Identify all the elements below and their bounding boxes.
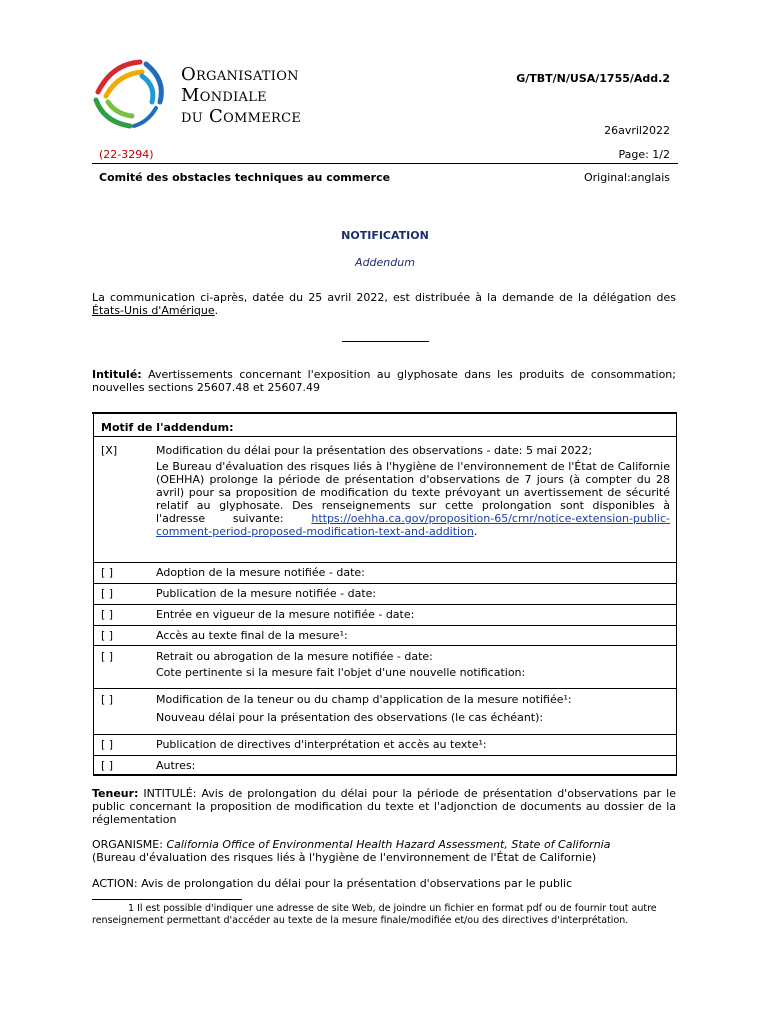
organisme-paragraph bbox=[92, 838, 676, 864]
reason-line-2: Nouveau délai pour la présentation des observations (le cas échéant): bbox=[156, 711, 544, 724]
intro-text: La communication ci-après, datée du 25 avril 2022, est distribuée à la demande de la délégation des bbox=[92, 291, 676, 304]
reason-detail-text: Le Bureau d'évaluation des risques liés à l'hygiène de l'environnement de l'État de Californie (OEHHA) prolonge la période de présentation d'observations de 7 jours (à compter du 28 avril) pour sa proposition de modification du texte prévoyant un avertissement de sécurité relatif au glyphosate. Des renseignements sur cette prolongation sont disponibles à l'adresse suivante: bbox=[156, 460, 670, 525]
checkbox-mark: [X] bbox=[101, 444, 118, 457]
reason-line: Accès au texte final de la mesure¹: bbox=[156, 629, 348, 642]
reason-row bbox=[93, 688, 677, 734]
oehha-link[interactable]: https://oehha.ca.gov/proposition-65/crnr/notice-extension-public-comment-period-proposed-modification-text-and-addition bbox=[156, 512, 670, 538]
checkbox-mark: [ ] bbox=[101, 759, 114, 772]
org-name bbox=[181, 64, 301, 127]
intro-end: . bbox=[214, 304, 219, 317]
checkbox-mark: [ ] bbox=[101, 693, 114, 706]
title-label: Intitulé: bbox=[92, 368, 142, 381]
reason-line: Adoption de la mesure notifiée - date: bbox=[156, 566, 365, 579]
reason-row bbox=[93, 645, 677, 688]
checkbox-mark: [ ] bbox=[101, 650, 114, 663]
original-language: Original:anglais bbox=[583, 171, 670, 184]
box-header-label: Motif de l'addendum: bbox=[101, 421, 234, 434]
reason-row bbox=[93, 734, 677, 755]
checkbox-mark: [ ] bbox=[101, 738, 114, 751]
reason-row bbox=[93, 562, 677, 583]
document-date: 26avril2022 bbox=[604, 124, 670, 137]
delegation-name: États-Unis d'Amérique bbox=[92, 304, 215, 317]
checkbox-mark: [ ] bbox=[101, 629, 114, 642]
title-paragraph bbox=[92, 368, 676, 394]
teneur-text: INTITULÉ: Avis de prolongation du délai pour la période de présentation d'observations par le public concernant la proposition de modification du texte et l'adjonction de documents au dossier de la réglementation bbox=[92, 787, 676, 826]
footnote-text: Il est possible d'indiquer une adresse de site Web, de joindre un fichier en format pdf ou de fournir tout autre renseignement permettant d'accéder au texte de la mesure finale/modifiée et/ou des directives d'interprétation. bbox=[92, 903, 657, 926]
reason-row bbox=[93, 583, 677, 604]
reason-detail bbox=[156, 460, 670, 538]
document-symbol: G/TBT/N/USA/1755/Add.2 bbox=[516, 72, 670, 85]
reason-line: Retrait ou abrogation de la mesure notifiée - date: bbox=[156, 650, 433, 663]
intro-paragraph bbox=[92, 291, 676, 317]
teneur-paragraph bbox=[92, 787, 676, 826]
committee-name: Comité des obstacles techniques au commerce bbox=[99, 171, 391, 184]
reason-text bbox=[156, 444, 670, 538]
reason-line: Publication de la mesure notifiée - date: bbox=[156, 587, 377, 600]
checkbox-mark: [ ] bbox=[101, 587, 114, 600]
reason-line: Autres: bbox=[156, 759, 196, 772]
reason-line: Publication de directives d'interprétation et accès au texte¹: bbox=[156, 738, 487, 751]
reason-row bbox=[93, 755, 677, 776]
section-separator bbox=[342, 341, 429, 342]
organisme-translation: (Bureau d'évaluation des risques liés à l'hygiène de l'environnement de l'État de Californie) bbox=[92, 851, 597, 864]
title-text: Avertissements concernant l'exposition au glyphosate dans les produits de consommation; nouvelles sections 25607.48 et 25607.49 bbox=[92, 368, 676, 394]
organisme-label: ORGANISME: bbox=[92, 838, 167, 851]
notification-heading: NOTIFICATION bbox=[341, 229, 429, 242]
reason-row bbox=[93, 625, 677, 645]
reason-line: Modification de la teneur ou du champ d'application de la mesure notifiée¹: bbox=[156, 693, 572, 706]
footnote-rule bbox=[92, 899, 242, 900]
reason-line: Modification du délai pour la présentation des observations - date: 5 mai 2022; bbox=[156, 444, 593, 457]
reason-line: Entrée en vigueur de la mesure notifiée - date: bbox=[156, 608, 415, 621]
addendum-subheading: Addendum bbox=[355, 256, 415, 269]
reason-text bbox=[156, 650, 670, 679]
org-line-1: Organisation bbox=[181, 64, 299, 85]
teneur-label: Teneur: bbox=[92, 787, 139, 800]
reason-detail-end: . bbox=[473, 525, 478, 538]
box-header bbox=[93, 414, 677, 436]
reference-number: (22-3294) bbox=[99, 148, 154, 161]
action-paragraph: ACTION: Avis de prolongation du délai pour la présentation d'observations par le public bbox=[92, 877, 573, 890]
org-line-3: du Commerce bbox=[181, 106, 302, 127]
reason-line-2: Cote pertinente si la mesure fait l'objet d'une nouvelle notification: bbox=[156, 666, 526, 679]
reason-row bbox=[93, 436, 677, 562]
footnote-number: 1 bbox=[128, 903, 135, 914]
organisme-name: California Office of Environmental Health Hazard Assessment, State of California bbox=[166, 838, 611, 851]
header-divider bbox=[92, 163, 678, 164]
footnote bbox=[92, 903, 676, 927]
wto-logo-icon bbox=[90, 56, 178, 132]
checkbox-mark: [ ] bbox=[101, 608, 114, 621]
reason-text bbox=[156, 693, 670, 724]
page-number: Page: 1/2 bbox=[618, 148, 670, 161]
org-line-2: Mondiale bbox=[181, 85, 267, 106]
reason-row bbox=[93, 604, 677, 625]
checkbox-mark: [ ] bbox=[101, 566, 114, 579]
